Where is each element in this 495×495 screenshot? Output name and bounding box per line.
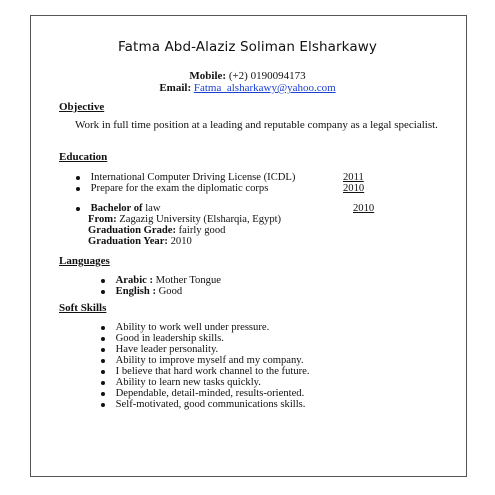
skill-item <box>101 388 304 399</box>
bullet-icon <box>101 359 105 363</box>
language-item <box>101 286 182 297</box>
education-item <box>76 183 268 194</box>
education-item <box>76 172 295 183</box>
bullet-icon <box>101 381 105 385</box>
skill-item <box>101 322 269 333</box>
degree-grad-year-value: 2010 <box>167 236 192 247</box>
degree-title-bold: Bachelor of <box>90 203 143 214</box>
skill-text: Good in leadership skills. <box>115 333 224 344</box>
skill-item <box>101 344 218 355</box>
degree-year: 2010 <box>353 203 375 214</box>
bullet-icon <box>76 187 80 191</box>
mobile-label: Mobile: <box>189 70 227 82</box>
skill-item <box>101 355 304 366</box>
email-link[interactable]: Fatma_alsharkawy@yahoo.com <box>193 82 336 94</box>
email-line <box>0 82 495 94</box>
bullet-icon <box>76 207 80 211</box>
degree-title-rest: law <box>142 203 161 214</box>
objective-text: Work in full time position at a leading and reputable company as a legal specialist. <box>75 119 438 131</box>
bullet-icon <box>101 279 105 283</box>
skill-item <box>101 333 224 344</box>
degree-grade <box>88 225 225 236</box>
education-item-text: International Computer Driving License (ICDL) <box>90 172 296 183</box>
bullet-icon <box>101 326 105 330</box>
languages-heading: Languages <box>59 255 110 267</box>
skill-text: Ability to improve myself and my company. <box>115 355 304 366</box>
bullet-icon <box>76 176 80 180</box>
candidate-name: Fatma Abd-Alaziz Soliman Elsharkawy <box>118 39 377 55</box>
skill-text: I believe that hard work channel to the future. <box>115 366 310 377</box>
degree-from-label: From: <box>88 214 117 225</box>
degree-grad-year <box>88 236 192 247</box>
skill-item <box>101 377 261 388</box>
objective-heading: Objective <box>59 101 105 113</box>
skill-text: Ability to work well under pressure. <box>115 322 270 333</box>
skill-text: Ability to learn new tasks quickly. <box>115 377 261 388</box>
bullet-icon <box>101 337 105 341</box>
mobile-value: (+2) 0190094173 <box>228 70 306 82</box>
degree-item <box>76 203 161 214</box>
education-item-text: Prepare for the exam the diplomatic corps <box>90 183 269 194</box>
bullet-icon <box>101 392 105 396</box>
degree-from <box>88 214 281 225</box>
language-item <box>101 275 221 286</box>
language-name: English : <box>115 286 156 297</box>
language-name: Arabic : <box>115 275 154 286</box>
skill-text: Dependable, detail-minded, results-oriented. <box>115 388 305 399</box>
soft-skills-heading: Soft Skills <box>59 302 107 314</box>
degree-grade-label: Graduation Grade: <box>88 225 176 236</box>
degree-grad-year-label: Graduation Year: <box>88 236 168 247</box>
degree-grade-value: fairly good <box>176 225 226 236</box>
bullet-icon <box>101 348 105 352</box>
mobile-line <box>0 70 495 82</box>
skill-item <box>101 399 305 410</box>
education-item-year: 2011 <box>343 172 364 183</box>
bullet-icon <box>101 403 105 407</box>
email-label: Email: <box>159 82 192 94</box>
degree-from-value: Zagazig University (Elsharqia, Egypt) <box>116 214 282 225</box>
language-level: Good <box>156 286 183 297</box>
skill-text: Have leader personality. <box>115 344 219 355</box>
skill-text: Self-motivated, good communications skills. <box>115 399 306 410</box>
bullet-icon <box>101 370 105 374</box>
education-item-year: 2010 <box>343 183 365 194</box>
language-level: Mother Tongue <box>153 275 221 286</box>
education-heading: Education <box>59 151 108 163</box>
skill-item <box>101 366 310 377</box>
bullet-icon <box>101 290 105 294</box>
